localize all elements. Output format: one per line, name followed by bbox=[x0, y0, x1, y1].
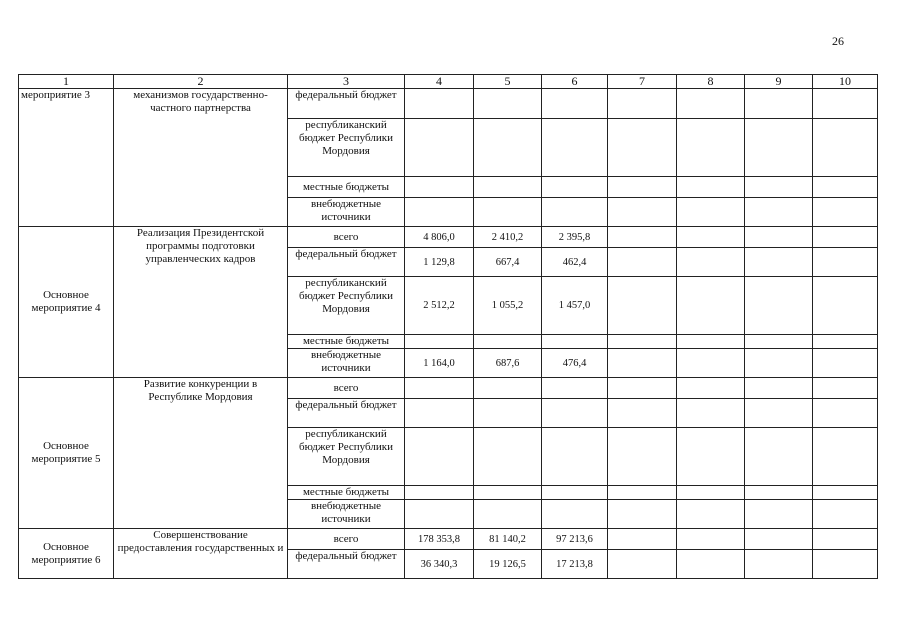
empty-cell bbox=[608, 227, 677, 248]
empty-cell bbox=[813, 500, 878, 529]
activity-name: Основное мероприятие 6 bbox=[19, 529, 114, 579]
funding-source: внебюджетные источники bbox=[288, 198, 405, 227]
empty-cell bbox=[745, 198, 813, 227]
funding-source: внебюджетные источники bbox=[288, 500, 405, 529]
table-row bbox=[19, 529, 878, 550]
empty-cell bbox=[813, 119, 878, 177]
value-col6 bbox=[542, 486, 608, 500]
empty-cell bbox=[608, 486, 677, 500]
value-col5 bbox=[474, 378, 542, 399]
empty-cell bbox=[608, 198, 677, 227]
funding-source: внебюджетные источники bbox=[288, 349, 405, 378]
funding-source: республиканский бюджет Республики Мордовия bbox=[288, 277, 405, 335]
value-col5 bbox=[474, 486, 542, 500]
empty-cell bbox=[745, 428, 813, 486]
value-col5 bbox=[474, 119, 542, 177]
value-col6 bbox=[542, 378, 608, 399]
value-col5: 1 055,2 bbox=[474, 277, 542, 335]
empty-cell bbox=[608, 177, 677, 198]
value-col6 bbox=[542, 198, 608, 227]
empty-cell bbox=[677, 335, 745, 349]
value-col6 bbox=[542, 89, 608, 119]
value-col4 bbox=[405, 177, 474, 198]
funding-source: федеральный бюджет bbox=[288, 550, 405, 579]
value-col4 bbox=[405, 89, 474, 119]
empty-cell bbox=[677, 550, 745, 579]
empty-cell bbox=[813, 198, 878, 227]
empty-cell bbox=[677, 177, 745, 198]
value-col5: 81 140,2 bbox=[474, 529, 542, 550]
empty-cell bbox=[813, 378, 878, 399]
empty-cell bbox=[608, 550, 677, 579]
column-header: 8 bbox=[677, 75, 745, 89]
funding-source: местные бюджеты bbox=[288, 177, 405, 198]
empty-cell bbox=[745, 486, 813, 500]
activity-name: мероприятие 3 bbox=[19, 89, 114, 227]
empty-cell bbox=[608, 335, 677, 349]
empty-cell bbox=[677, 428, 745, 486]
empty-cell bbox=[745, 399, 813, 428]
funding-source: республиканский бюджет Республики Мордовия bbox=[288, 119, 405, 177]
value-col6 bbox=[542, 119, 608, 177]
value-col6: 1 457,0 bbox=[542, 277, 608, 335]
empty-cell bbox=[813, 248, 878, 277]
table-row bbox=[19, 227, 878, 248]
activity-title: Совершенствование предоставления государственных и bbox=[114, 529, 288, 579]
empty-cell bbox=[608, 428, 677, 486]
empty-cell bbox=[745, 248, 813, 277]
column-header: 1 bbox=[19, 75, 114, 89]
page-number: 26 bbox=[832, 34, 844, 48]
value-col4 bbox=[405, 378, 474, 399]
header-row bbox=[19, 75, 878, 89]
value-col5 bbox=[474, 399, 542, 428]
funding-source: всего bbox=[288, 378, 405, 399]
activity-title: механизмов государственно-частного партнерства bbox=[114, 89, 288, 227]
empty-cell bbox=[745, 119, 813, 177]
empty-cell bbox=[813, 428, 878, 486]
empty-cell bbox=[813, 89, 878, 119]
activity-name: Основное мероприятие 4 bbox=[19, 227, 114, 378]
value-col5 bbox=[474, 89, 542, 119]
column-header: 3 bbox=[288, 75, 405, 89]
funding-source: местные бюджеты bbox=[288, 486, 405, 500]
column-header: 9 bbox=[745, 75, 813, 89]
value-col5 bbox=[474, 177, 542, 198]
empty-cell bbox=[677, 119, 745, 177]
empty-cell bbox=[813, 486, 878, 500]
value-col6 bbox=[542, 500, 608, 529]
budget-table bbox=[18, 74, 878, 579]
activity-title: Развитие конкуренции в Республике Мордовия bbox=[114, 378, 288, 529]
value-col4: 1 129,8 bbox=[405, 248, 474, 277]
value-col4 bbox=[405, 198, 474, 227]
empty-cell bbox=[745, 227, 813, 248]
empty-cell bbox=[745, 529, 813, 550]
empty-cell bbox=[608, 500, 677, 529]
empty-cell bbox=[813, 349, 878, 378]
value-col5 bbox=[474, 428, 542, 486]
empty-cell bbox=[813, 177, 878, 198]
value-col4: 178 353,8 bbox=[405, 529, 474, 550]
value-col6: 17 213,8 bbox=[542, 550, 608, 579]
empty-cell bbox=[745, 349, 813, 378]
value-col5: 687,6 bbox=[474, 349, 542, 378]
empty-cell bbox=[745, 500, 813, 529]
empty-cell bbox=[745, 378, 813, 399]
empty-cell bbox=[608, 277, 677, 335]
value-col6: 462,4 bbox=[542, 248, 608, 277]
funding-source: всего bbox=[288, 227, 405, 248]
empty-cell bbox=[677, 399, 745, 428]
value-col6: 2 395,8 bbox=[542, 227, 608, 248]
empty-cell bbox=[677, 89, 745, 119]
value-col4: 4 806,0 bbox=[405, 227, 474, 248]
value-col4 bbox=[405, 500, 474, 529]
empty-cell bbox=[745, 177, 813, 198]
empty-cell bbox=[677, 529, 745, 550]
empty-cell bbox=[608, 529, 677, 550]
empty-cell bbox=[677, 349, 745, 378]
funding-source: федеральный бюджет bbox=[288, 399, 405, 428]
funding-source: республиканский бюджет Республики Мордовия bbox=[288, 428, 405, 486]
value-col4 bbox=[405, 486, 474, 500]
activity-title: Реализация Президентской программы подготовки управленческих кадров bbox=[114, 227, 288, 378]
value-col5: 2 410,2 bbox=[474, 227, 542, 248]
empty-cell bbox=[677, 378, 745, 399]
funding-source: местные бюджеты bbox=[288, 335, 405, 349]
funding-source: федеральный бюджет bbox=[288, 89, 405, 119]
empty-cell bbox=[813, 227, 878, 248]
column-header: 6 bbox=[542, 75, 608, 89]
empty-cell bbox=[608, 119, 677, 177]
value-col4 bbox=[405, 119, 474, 177]
empty-cell bbox=[677, 486, 745, 500]
value-col6 bbox=[542, 177, 608, 198]
value-col6: 476,4 bbox=[542, 349, 608, 378]
value-col5: 19 126,5 bbox=[474, 550, 542, 579]
column-header: 5 bbox=[474, 75, 542, 89]
empty-cell bbox=[677, 227, 745, 248]
value-col6 bbox=[542, 428, 608, 486]
value-col4 bbox=[405, 428, 474, 486]
value-col4: 36 340,3 bbox=[405, 550, 474, 579]
value-col5: 667,4 bbox=[474, 248, 542, 277]
empty-cell bbox=[608, 248, 677, 277]
column-header: 2 bbox=[114, 75, 288, 89]
empty-cell bbox=[745, 277, 813, 335]
column-header: 4 bbox=[405, 75, 474, 89]
value-col5 bbox=[474, 500, 542, 529]
table-row bbox=[19, 89, 878, 119]
activity-name: Основное мероприятие 5 bbox=[19, 378, 114, 529]
funding-source: федеральный бюджет bbox=[288, 248, 405, 277]
empty-cell bbox=[813, 529, 878, 550]
empty-cell bbox=[677, 248, 745, 277]
value-col5 bbox=[474, 198, 542, 227]
column-header: 10 bbox=[813, 75, 878, 89]
empty-cell bbox=[745, 550, 813, 579]
empty-cell bbox=[608, 89, 677, 119]
empty-cell bbox=[677, 500, 745, 529]
empty-cell bbox=[608, 349, 677, 378]
empty-cell bbox=[677, 277, 745, 335]
funding-source: всего bbox=[288, 529, 405, 550]
column-header: 7 bbox=[608, 75, 677, 89]
empty-cell bbox=[745, 89, 813, 119]
value-col5 bbox=[474, 335, 542, 349]
empty-cell bbox=[677, 198, 745, 227]
value-col4: 1 164,0 bbox=[405, 349, 474, 378]
empty-cell bbox=[608, 378, 677, 399]
empty-cell bbox=[813, 335, 878, 349]
value-col4 bbox=[405, 335, 474, 349]
empty-cell bbox=[608, 399, 677, 428]
empty-cell bbox=[745, 335, 813, 349]
value-col6 bbox=[542, 399, 608, 428]
value-col6 bbox=[542, 335, 608, 349]
empty-cell bbox=[813, 550, 878, 579]
value-col4: 2 512,2 bbox=[405, 277, 474, 335]
empty-cell bbox=[813, 277, 878, 335]
value-col6: 97 213,6 bbox=[542, 529, 608, 550]
table-row bbox=[19, 378, 878, 399]
value-col4 bbox=[405, 399, 474, 428]
empty-cell bbox=[813, 399, 878, 428]
